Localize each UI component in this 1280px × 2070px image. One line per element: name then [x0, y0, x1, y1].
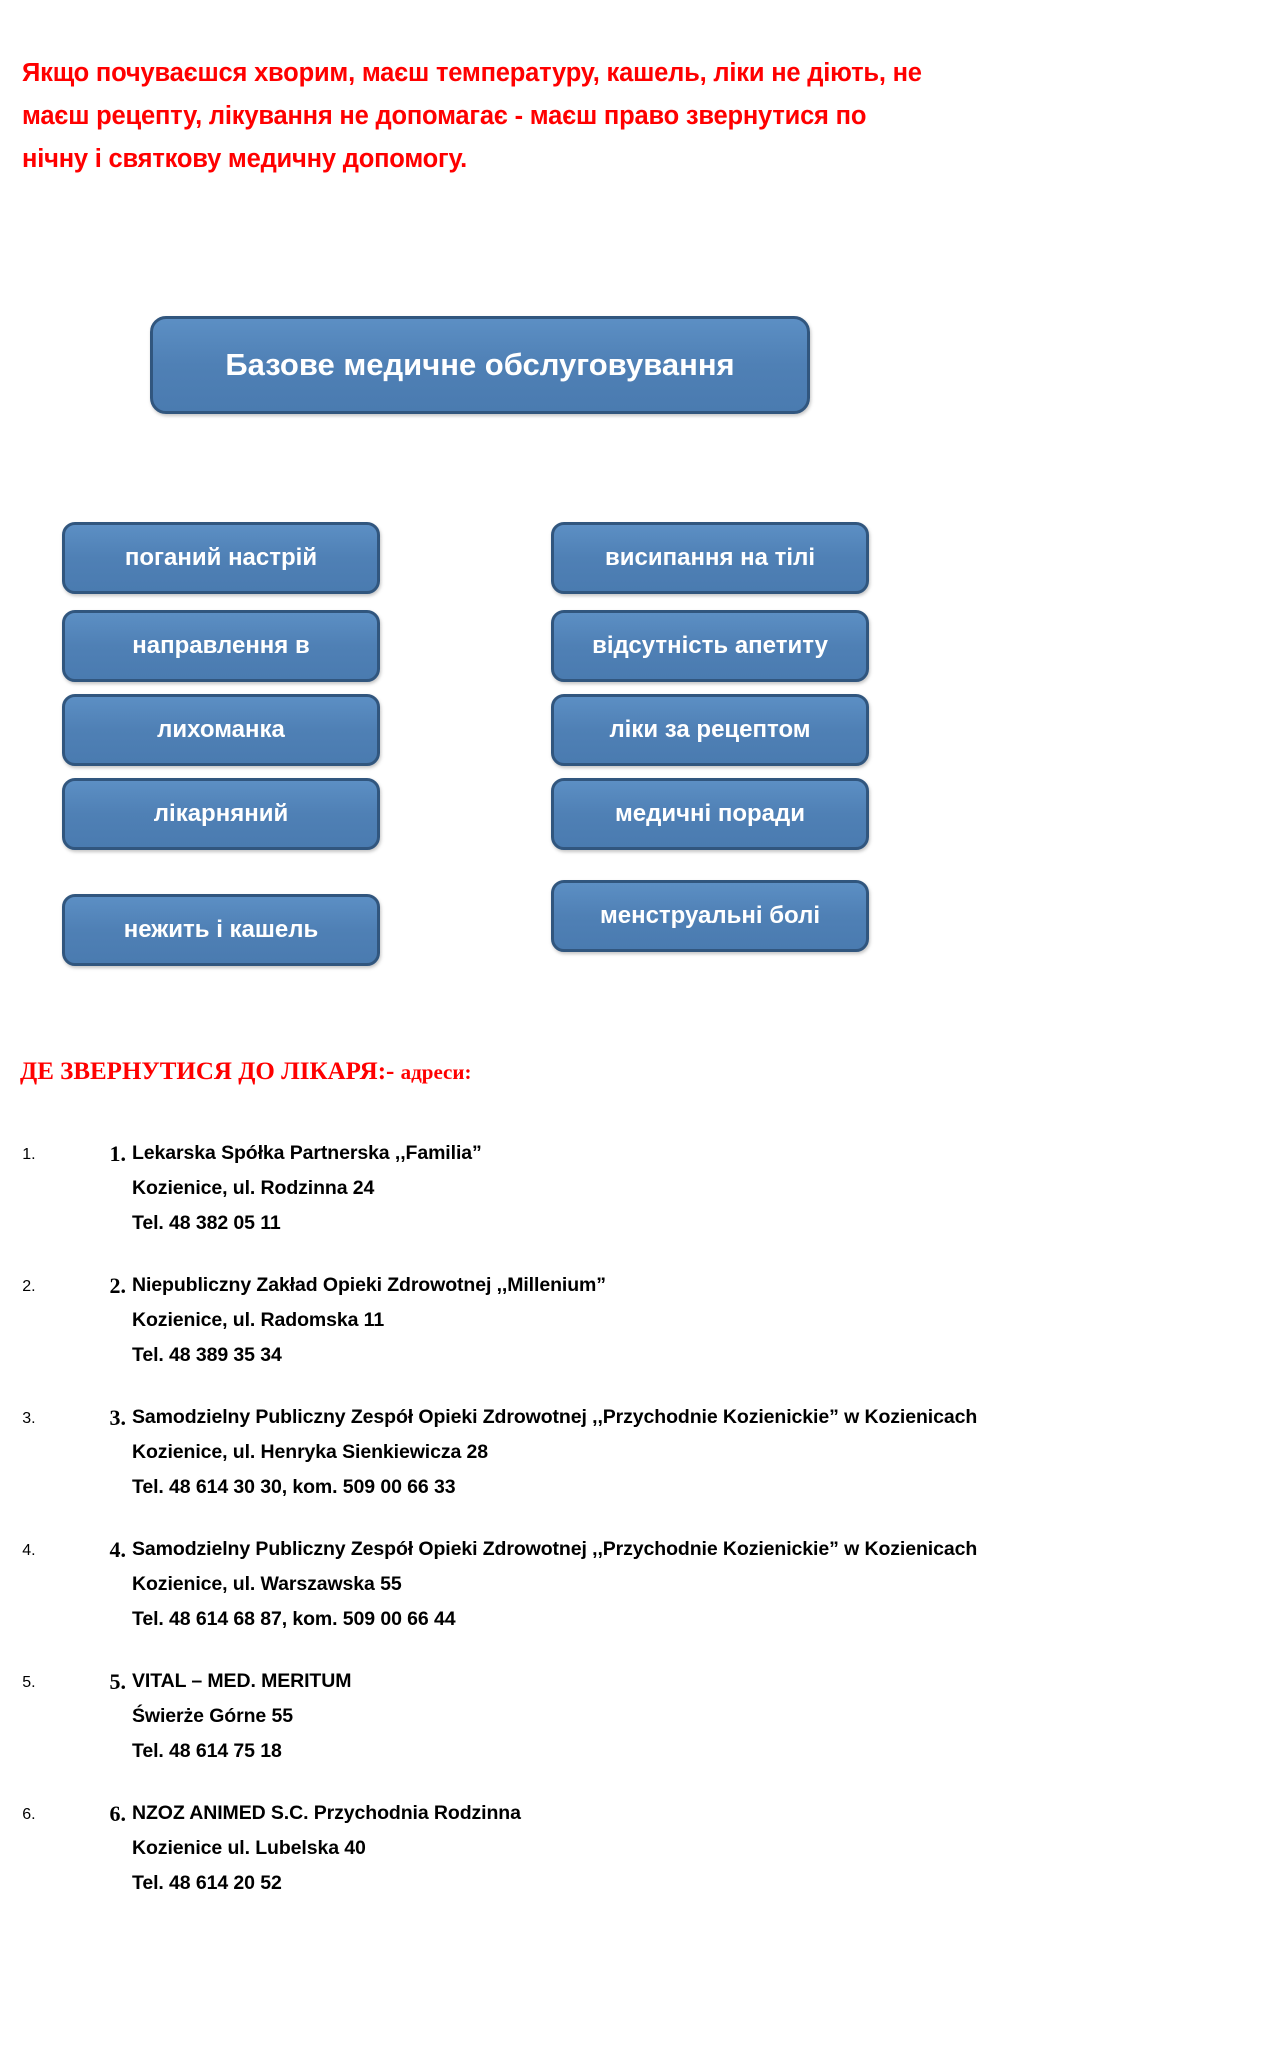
- symptom-label: нежить і кашель: [123, 916, 319, 943]
- address-body: [132, 1400, 1000, 1505]
- section-heading: [20, 1058, 471, 1086]
- symptom-box-left-3: [62, 694, 380, 766]
- address-phone: Tel. 48 614 75 18: [132, 1740, 282, 1762]
- address-street: Kozienice, ul. Radomska 11: [132, 1309, 385, 1331]
- address-item: [40, 1532, 1000, 1637]
- address-name: VITAL – MED. MERITUM: [132, 1670, 352, 1692]
- title-box-label: Базове медичне обслуговування: [225, 347, 735, 382]
- address-number: 1. 1.: [109, 1141, 126, 1166]
- symptom-box-right-5: [551, 880, 869, 952]
- symptom-box-left-5: [62, 894, 380, 966]
- address-phone: Tel. 48 382 05 11: [132, 1212, 281, 1234]
- symptom-box-left-4: [62, 778, 380, 850]
- address-list: [0, 1136, 1000, 1928]
- address-number: 4. 4.: [109, 1537, 126, 1562]
- symptom-label: ліки за рецептом: [609, 716, 811, 743]
- address-body: [132, 1268, 1000, 1373]
- address-name: Samodzielny Publiczny Zespół Opieki Zdrowotnej ,,Przychodnie Kozienickie” w Kozienicach: [132, 1538, 978, 1560]
- symptom-box-right-2: [551, 610, 869, 682]
- address-name: Lekarska Spółka Partnerska ,,Familia”: [132, 1142, 482, 1164]
- section-heading-main: ДЕ ЗВЕРНУТИСЯ ДО ЛІКАРЯ:-: [20, 1058, 395, 1085]
- symptom-box-left-2: [62, 610, 380, 682]
- symptom-box-right-3: [551, 694, 869, 766]
- address-body: [132, 1136, 1000, 1241]
- address-number: 5. 5.: [109, 1669, 126, 1694]
- address-number: 6. 6.: [109, 1801, 126, 1826]
- intro-paragraph: Якщо почуваєшся хворим, маєш температуру, кашель, ліки не діють, не маєш рецепту, лікування не допомагає - маєш право звернутися по нічну і святкову медичну допомогу.: [22, 58, 922, 173]
- symptom-box-left-1: [62, 522, 380, 594]
- address-item: [40, 1796, 1000, 1901]
- address-name: Niepubliczny Zakład Opieki Zdrowotnej ,,Millenium”: [132, 1274, 606, 1296]
- symptom-label: відсутність апетиту: [592, 632, 828, 659]
- address-name: Samodzielny Publiczny Zespół Opieki Zdrowotnej ,,Przychodnie Kozienickie” w Kozienicach: [132, 1406, 978, 1428]
- symptom-label: медичні поради: [614, 800, 805, 827]
- address-number: 2. 2.: [109, 1273, 126, 1298]
- section-heading-sub: адреси:: [400, 1060, 472, 1084]
- address-phone: Tel. 48 389 35 34: [132, 1344, 282, 1366]
- address-body: [132, 1664, 1000, 1769]
- address-name: NZOZ ANIMED S.C. Przychodnia Rodzinna: [132, 1802, 521, 1824]
- symptom-label: менструальні болі: [599, 902, 821, 929]
- address-body: [132, 1532, 1000, 1637]
- address-item: [40, 1268, 1000, 1373]
- symptom-label: лікарняний: [153, 800, 289, 827]
- address-item: [40, 1664, 1000, 1769]
- address-phone: Tel. 48 614 30 30, kom. 509 00 66 33: [132, 1476, 456, 1498]
- address-street: Kozienice, ul. Rodzinna 24: [132, 1177, 375, 1199]
- symptom-box-right-1: [551, 522, 869, 594]
- address-item: [40, 1136, 1000, 1241]
- title-box: [150, 316, 810, 414]
- address-street: Kozienice, ul. Warszawska 55: [132, 1573, 402, 1595]
- address-street: Kozienice, ul. Henryka Sienkiewicza 28: [132, 1441, 489, 1463]
- symptom-label: направлення в: [132, 632, 310, 659]
- address-phone: Tel. 48 614 68 87, kom. 509 00 66 44: [132, 1608, 456, 1630]
- address-phone: Tel. 48 614 20 52: [132, 1872, 282, 1894]
- symptom-label: лихоманка: [157, 716, 285, 743]
- address-item: [40, 1400, 1000, 1505]
- address-street: Kozienice ul. Lubelska 40: [132, 1837, 366, 1859]
- address-street: Świerże Górne 55: [132, 1705, 293, 1727]
- symptom-label: поганий настрій: [124, 544, 318, 571]
- address-number: 3. 3.: [109, 1405, 126, 1430]
- address-body: [132, 1796, 1000, 1901]
- symptom-label: висипання на тілі: [605, 544, 815, 571]
- symptom-box-right-4: [551, 778, 869, 850]
